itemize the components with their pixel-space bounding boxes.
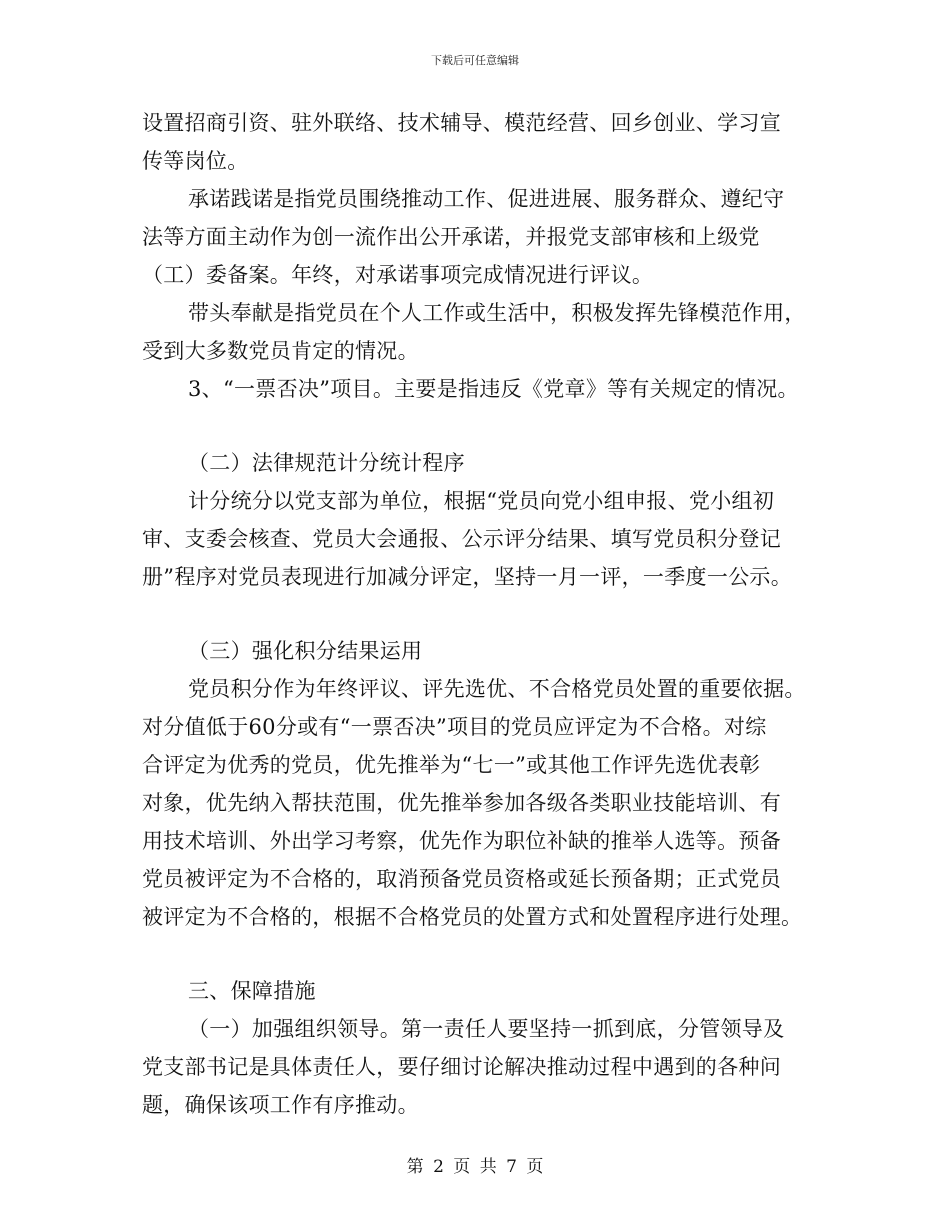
paragraph-line: 题，确保该项工作有序推动。 — [142, 1093, 419, 1117]
paragraph-line: 册”程序对党员表现进行加减分评定，坚持一月一评，一季度一公示。 — [142, 565, 793, 589]
paragraph-line: 传等岗位。 — [142, 149, 249, 173]
paragraph-line: 被评定为不合格的，根据不合格党员的处置方式和处置程序进行处理。 — [142, 905, 803, 929]
section-heading: （二）法律规范计分统计程序 — [188, 451, 465, 475]
paragraph-line: 党员积分作为年终评议、评先选优、不合格党员处置的重要依据。 — [188, 677, 806, 701]
paragraph-line: 设置招商引资、驻外联络、技术辅导、模范经营、回乡创业、学习宣 — [142, 111, 781, 135]
paragraph-line: （一）加强组织领导。第一责任人要坚持一抓到底，分管领导及 — [188, 1017, 785, 1041]
paragraph-line: 党支部书记是具体责任人，要仔细讨论解决推动过程中遇到的各种问 — [142, 1055, 781, 1079]
page-header: 下载后可任意编辑 — [431, 54, 519, 67]
paragraph-line: 受到大多数党员肯定的情况。 — [142, 339, 419, 363]
page-number-footer: 第 2 页 共 7 页 — [406, 1157, 544, 1177]
paragraph-line: 审、支委会核查、党员大会通报、公示评分结果、填写党员积分登记 — [142, 527, 781, 551]
document-body — [142, 104, 842, 1124]
section-heading: 三、保障措施 — [188, 979, 316, 1003]
paragraph-line: 党员被评定为不合格的，取消预备党员资格或延长预备期；正式党员 — [142, 867, 781, 891]
paragraph-line: 对象，优先纳入帮扶范围，优先推举参加各级各类职业技能培训、有 — [142, 791, 781, 815]
paragraph-line: 3、“一票否决”项目。主要是指违反《党章》等有关规定的情况。 — [188, 377, 799, 401]
paragraph-line: 带头奉献是指党员在个人工作或生活中，积极发挥先锋模范作用， — [188, 301, 806, 325]
paragraph-line: 计分统分以党支部为单位，根据“党员向党小组申报、党小组初 — [188, 489, 775, 513]
paragraph-line: （工）委备案。年终，对承诺事项完成情况进行评议。 — [142, 263, 654, 287]
paragraph-line: 法等方面主动作为创一流作出公开承诺，并报党支部审核和上级党 — [142, 225, 760, 249]
paragraph-line: 承诺践诺是指党员围绕推动工作、促进进展、服务群众、遵纪守 — [188, 187, 785, 211]
paragraph-line: 用技术培训、外出学习考察，优先作为职位补缺的推举人选等。预备 — [142, 829, 781, 853]
paragraph-line: 对分值低于60分或有“一票否决”项目的党员应评定为不合格。对综 — [142, 715, 767, 739]
paragraph-line: 合评定为优秀的党员，优先推举为“七一”或其他工作评先选优表彰 — [142, 753, 761, 777]
section-heading: （三）强化积分结果运用 — [188, 639, 423, 663]
